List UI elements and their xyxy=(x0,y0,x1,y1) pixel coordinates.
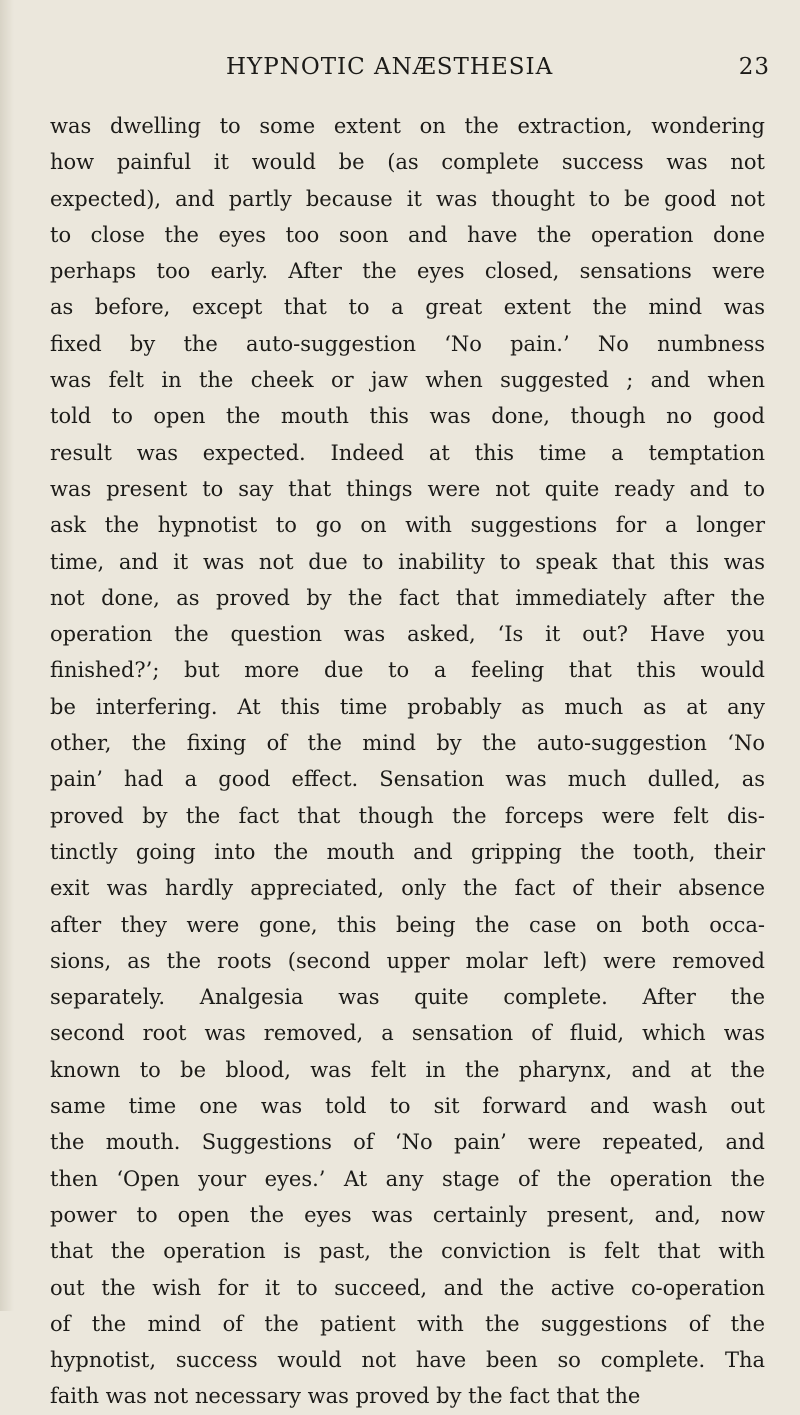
text-line: after they were gone, this being the case on both occa- xyxy=(50,912,765,937)
text-line: exit was hardly appreciated, only the fact of their absence xyxy=(50,876,765,901)
text-line: tinctly going into the mouth and gripping the tooth, their xyxy=(50,839,765,864)
text-line: pain’ had a good effect. Sensation was much dulled, as xyxy=(50,767,765,792)
text-line: out the wish for it to succeed, and the active co-operation xyxy=(50,1275,765,1300)
text-line: sions, as the roots (second upper molar left) were removed xyxy=(50,948,765,973)
text-line: then ‘Open your eyes.’ At any stage of the operation the xyxy=(50,1166,765,1191)
running-header xyxy=(226,54,770,88)
page-edge-shadow xyxy=(0,0,14,1311)
text-line: how painful it would be (as complete success was not xyxy=(50,150,765,175)
text-line: hypnotist, success would not have been so complete. Tha xyxy=(50,1348,765,1373)
body-paragraph xyxy=(50,108,765,1415)
text-line: power to open the eyes was certainly present, and, now xyxy=(50,1202,765,1227)
text-line: faith was not necessary was proved by the fact that the xyxy=(50,1384,641,1409)
text-line: second root was removed, a sensation of fluid, which was xyxy=(50,1021,765,1046)
text-line: that the operation is past, the conviction is felt that with xyxy=(50,1239,765,1264)
text-line: was dwelling to some extent on the extraction, wondering xyxy=(50,114,765,138)
text-line: fixed by the auto-suggestion ‘No pain.’ No numbness xyxy=(50,331,765,356)
text-line: to close the eyes too soon and have the operation done xyxy=(50,222,765,247)
text-line: same time one was told to sit forward and wash out xyxy=(50,1094,765,1119)
text-line: not done, as proved by the fact that immediately after the xyxy=(50,585,765,610)
text-line: separately. Analgesia was quite complete. After the xyxy=(50,985,765,1010)
text-line: was felt in the cheek or jaw when suggested ; and when xyxy=(50,368,765,393)
text-line: other, the fixing of the mind by the auto-suggestion ‘No xyxy=(50,731,765,756)
text-line: of the mind of the patient with the suggestions of the xyxy=(50,1311,765,1336)
text-line: result was expected. Indeed at this time a temptation xyxy=(50,440,765,465)
text-line: proved by the fact that though the forceps were felt dis- xyxy=(50,803,765,828)
text-line: was present to say that things were not quite ready and to xyxy=(50,476,765,501)
text-line: operation the question was asked, ‘Is it out? Have you xyxy=(50,622,765,647)
text-line: ask the hypnotist to go on with suggestions for a longer xyxy=(50,513,765,538)
text-line: finished?’; but more due to a feeling that this would xyxy=(50,658,765,683)
text-line: be interfering. At this time probably as much as at any xyxy=(50,694,765,719)
text-line: time, and it was not due to inability to speak that this was xyxy=(50,549,765,574)
running-title: HYPNOTIC ANÆSTHESIA xyxy=(226,54,554,80)
text-line: the mouth. Suggestions of ‘No pain’ were repeated, and xyxy=(50,1130,765,1155)
text-line: expected), and partly because it was thought to be good not xyxy=(50,186,765,211)
text-line: told to open the mouth this was done, though no good xyxy=(50,404,765,429)
page-number: 23 xyxy=(738,54,770,80)
text-line: perhaps too early. After the eyes closed, sensations were xyxy=(50,259,765,284)
text-line: known to be blood, was felt in the pharynx, and at the xyxy=(50,1057,765,1082)
text-line: as before, except that to a great extent the mind was xyxy=(50,295,765,320)
